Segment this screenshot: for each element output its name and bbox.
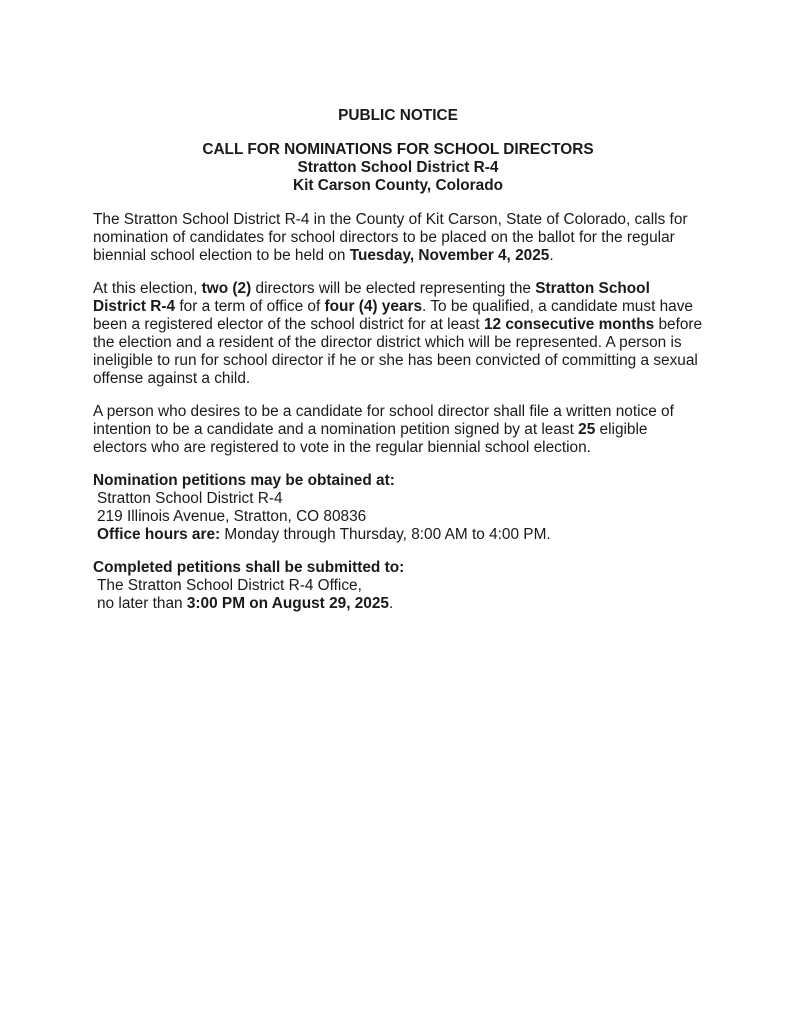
district-name: Stratton School District R-4: [93, 280, 650, 315]
county-heading: Kit Carson County, Colorado: [292, 177, 504, 194]
submit-section: [93, 559, 703, 613]
petition-text-1: A person who desires to be a candidate for school director shall file a written notice of intention to be a candidate and a nomination petition signed by at least: [93, 403, 674, 438]
intro-paragraph: [93, 211, 703, 265]
qualification-paragraph: [93, 280, 703, 388]
obtain-location: Stratton School District R-4: [97, 490, 283, 507]
notice-subtitle-block: [93, 141, 703, 195]
residency-requirement: 12 consecutive months: [483, 316, 655, 333]
office-hours-label: Office hours are:: [97, 526, 221, 543]
petition-text-2: eligible electors who are registered to vote in the regular biennial school election.: [93, 421, 648, 456]
intro-text: The Stratton School District R-4 in the County of Kit Carson, State of Colorado, calls for nomination of candidates for school directors to be placed on the ballot for the regular biennial school election to be held on: [93, 211, 688, 264]
election-date: Tuesday, November 4, 2025: [349, 247, 550, 264]
obtain-section: [93, 472, 703, 544]
deadline-period: .: [388, 595, 394, 612]
obtain-heading: Nomination petitions may be obtained at:: [93, 472, 395, 489]
qual-text-5: before the election and a resident of the director district which will be represented. A person is ineligible to run for school director if he or she has been convicted of committing a sexual offense against a child.: [93, 316, 703, 387]
qual-text-1: At this election,: [93, 280, 202, 297]
office-hours: [93, 526, 703, 544]
signature-count: 25: [578, 421, 596, 438]
call-heading: CALL FOR NOMINATIONS FOR SCHOOL DIRECTORS: [202, 141, 594, 158]
qual-text-3: for a term of office of: [175, 298, 325, 315]
petition-paragraph: [93, 403, 703, 457]
submit-heading: Completed petitions shall be submitted to:: [93, 559, 405, 576]
district-heading: Stratton School District R-4: [297, 159, 499, 176]
deadline-date: 3:00 PM on August 29, 2025: [186, 595, 389, 612]
qual-text-2: directors will be elected representing the: [251, 280, 536, 297]
term-length: four (4) years: [324, 298, 423, 315]
qual-text-4: . To be qualified, a candidate must have been a registered elector of the school district for at least: [93, 298, 693, 333]
intro-period: .: [549, 247, 554, 264]
submit-deadline: [93, 595, 703, 613]
public-notice-document: [93, 107, 703, 628]
submit-location: The Stratton School District R-4 Office,: [97, 577, 362, 594]
director-count: two (2): [201, 280, 252, 297]
notice-title: PUBLIC NOTICE: [338, 107, 458, 124]
obtain-address: 219 Illinois Avenue, Stratton, CO 80836: [97, 508, 367, 525]
office-hours-text: Monday through Thursday, 8:00 AM to 4:00 PM.: [220, 526, 551, 543]
deadline-text: no later than: [97, 595, 187, 612]
